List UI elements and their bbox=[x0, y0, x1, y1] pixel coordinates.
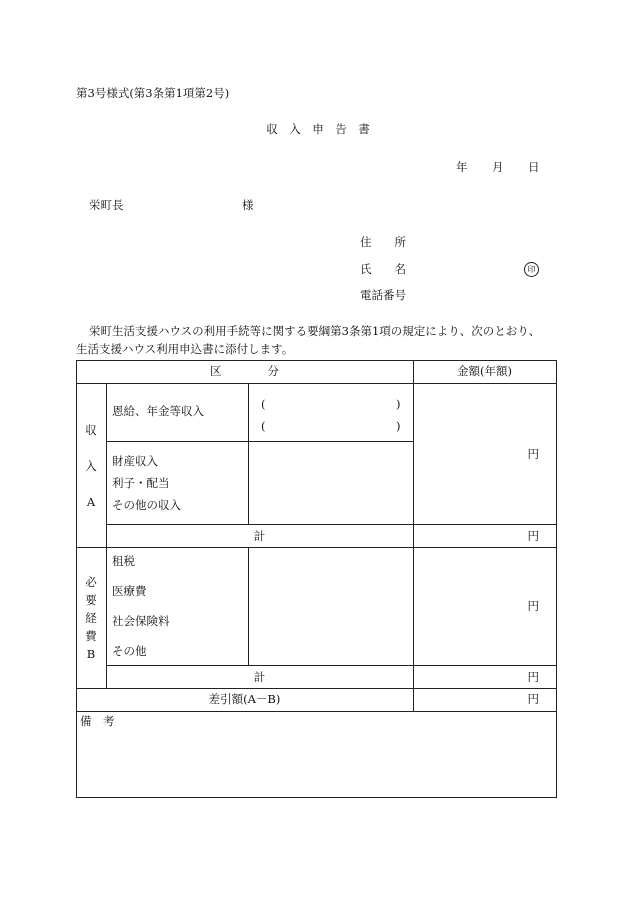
paren-close: ) bbox=[396, 397, 401, 411]
expense-group-char: 費 bbox=[85, 629, 97, 643]
expense-amount-unit: 円 bbox=[527, 599, 539, 613]
expense-group-char: 必 bbox=[85, 575, 97, 589]
body-text-line2: 生活支援ハウス利用申込書に添付します。 bbox=[76, 342, 294, 356]
date-day: 日 bbox=[528, 160, 540, 174]
pension-income-label: 恩給、年金等収入 bbox=[112, 404, 204, 418]
phone-label: 電話番号 bbox=[360, 288, 406, 302]
expense-subtotal-unit: 円 bbox=[527, 670, 539, 684]
expense-item-tax: 租税 bbox=[112, 554, 135, 568]
income-group-char: 収 bbox=[85, 423, 97, 437]
date-year: 年 bbox=[456, 160, 468, 174]
income-item-interest: 利子・配当 bbox=[112, 476, 170, 490]
expense-item-medical: 医療費 bbox=[112, 584, 147, 598]
expense-group-char: 経 bbox=[85, 611, 97, 625]
body-text-line1: 栄町生活支援ハウスの利用手続等に関する要綱第3条第1項の規定により、次のとおり、 bbox=[89, 324, 541, 338]
expense-item-insurance: 社会保険料 bbox=[112, 614, 170, 628]
expense-item-other: その他 bbox=[112, 644, 147, 658]
expense-group-char: 要 bbox=[85, 593, 97, 607]
income-subtotal-unit: 円 bbox=[527, 529, 539, 543]
difference-unit: 円 bbox=[527, 692, 539, 706]
header-amount: 金額(年額) bbox=[457, 364, 512, 378]
income-item-property: 財産収入 bbox=[112, 454, 158, 468]
expense-group-char: B bbox=[86, 647, 96, 661]
header-category: 区 分 bbox=[210, 364, 279, 378]
name-label: 氏 名 bbox=[360, 262, 406, 276]
income-group-char: 入 bbox=[85, 459, 97, 473]
addressee: 栄町長 bbox=[89, 198, 124, 212]
paren-open: ( bbox=[261, 419, 266, 433]
address-label: 住 所 bbox=[360, 235, 406, 249]
date-month: 月 bbox=[492, 160, 504, 174]
income-group-char: A bbox=[86, 495, 96, 509]
income-amount-unit: 円 bbox=[527, 447, 539, 461]
income-item-other: その他の収入 bbox=[112, 498, 181, 512]
page-title: 収 入 申 告 書 bbox=[266, 122, 370, 136]
paren-open: ( bbox=[261, 397, 266, 411]
honorific: 様 bbox=[242, 198, 254, 212]
remarks-label: 備 考 bbox=[80, 714, 115, 728]
expense-subtotal-label: 計 bbox=[253, 670, 266, 684]
difference-label: 差引額(A－B) bbox=[208, 692, 281, 706]
paren-close: ) bbox=[396, 419, 401, 433]
form-number: 第3号様式(第3条第1項第2号) bbox=[76, 86, 230, 100]
income-subtotal-label: 計 bbox=[253, 529, 266, 543]
seal-mark-icon: 印 bbox=[524, 262, 539, 277]
